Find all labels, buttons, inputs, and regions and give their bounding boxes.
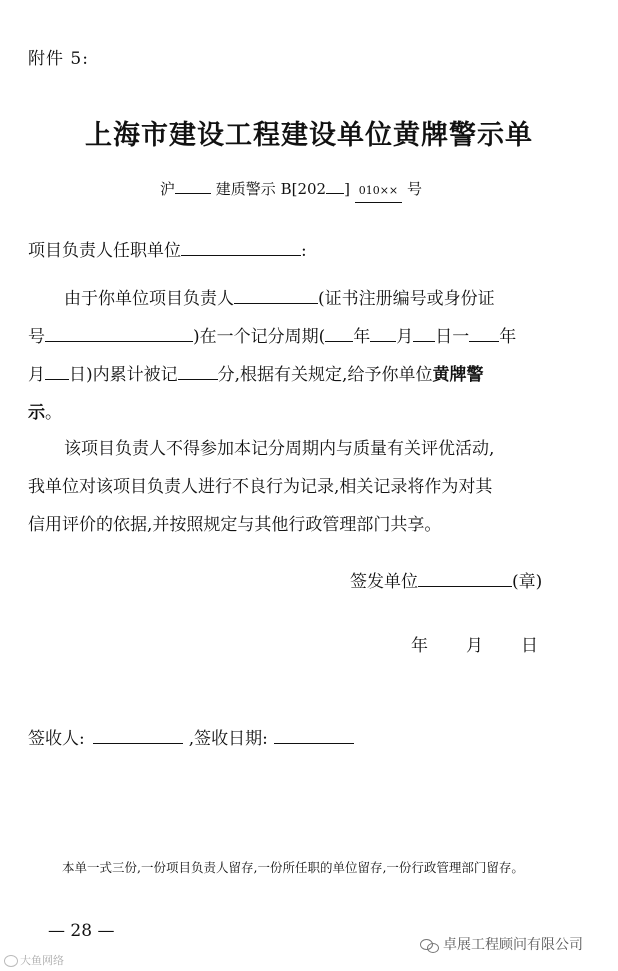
issuing-unit-line [350, 567, 542, 592]
para1-end: 。 [45, 403, 62, 423]
doc-no-prefix: 沪 [160, 180, 176, 198]
issue-month-label: 月 [466, 636, 483, 656]
doc-no-bracket: ] [344, 180, 350, 198]
page-number: — 28 — [48, 921, 115, 941]
para1-text-c: 号 [28, 327, 45, 347]
yellow-card-warning-a: 黄牌警 [432, 365, 484, 385]
watermark-company [420, 934, 583, 954]
footnote [28, 856, 590, 880]
receiver-blank [93, 725, 183, 744]
doc-no-suffix: 号 [406, 180, 422, 198]
year1-blank [325, 323, 353, 342]
certificate-no-blank [45, 323, 193, 342]
issue-year-label: 年 [411, 636, 428, 656]
para1-text-e: 日)内累计被记 [69, 365, 178, 385]
para1-line1 [64, 284, 495, 309]
para1-line2 [28, 322, 516, 347]
attachment-label: 附件 5: [28, 49, 89, 69]
issue-day-label: 日 [521, 636, 538, 656]
year1-label: 年 [353, 327, 371, 347]
year2-label: 年 [499, 327, 517, 347]
month1-label: 月 [396, 327, 414, 347]
document-number [160, 175, 422, 203]
issuing-unit-label: 签发单位 [350, 572, 418, 592]
year2-blank [469, 323, 499, 342]
para1-text-d: )在一个记分周期( [193, 327, 326, 347]
seal-label: (章) [512, 572, 543, 592]
para1-text-f: 分,根据有关规定,给予你单位 [217, 365, 433, 385]
unit-colon: : [301, 241, 307, 261]
doc-no-mid: 建质警示 B[202 [215, 180, 327, 198]
issuing-unit-blank [418, 568, 512, 587]
para2-line3: 信用评价的依据,并按照规定与其他行政管理部门共享。 [28, 515, 442, 535]
doc-no-blank-1 [175, 175, 211, 194]
para1-text-b: (证书注册编号或身份证 [318, 289, 495, 309]
para2-line1: 该项目负责人不得参加本记分周期内与质量有关评优活动, [64, 439, 495, 459]
unit-blank [181, 237, 301, 256]
unit-label: 项目负责人任职单位 [28, 241, 181, 261]
para2-line2: 我单位对该项目负责人进行不良行为记录,相关记录将作为对其 [28, 477, 493, 497]
day1-blank [413, 323, 435, 342]
issue-date-line [411, 631, 538, 656]
month2-label: 月 [28, 365, 45, 385]
points-blank [178, 361, 218, 380]
day1-label: 日一 [435, 327, 470, 347]
yellow-card-warning-b: 示 [28, 403, 45, 423]
watermark-site [4, 952, 64, 968]
watermark-site-text: 大鱼网络 [20, 954, 64, 967]
month1-blank [370, 323, 396, 342]
unit-line [28, 236, 307, 261]
para1-line4 [28, 398, 62, 423]
footnote-text: 本单一式三份,一份项目负责人留存,一份所任职的单位留存,一份行政管理部门留存。 [62, 860, 524, 875]
document-title: 上海市建设工程建设单位黄牌警示单 [85, 120, 533, 151]
para1-line3 [28, 360, 483, 385]
manager-name-blank [234, 285, 318, 304]
watermark-company-text: 卓展工程顾问有限公司 [443, 937, 583, 953]
receiver-line [28, 724, 354, 749]
doc-no-serial: 010×× [355, 184, 402, 203]
receiver-label: 签收人: [28, 729, 85, 749]
para1-text-a: 由于你单位项目负责人 [64, 289, 234, 309]
weibo-icon [4, 955, 18, 967]
receive-date-blank [274, 725, 354, 744]
day2-blank [45, 361, 69, 380]
wechat-icon [420, 937, 440, 953]
receive-date-label: ,签收日期: [188, 729, 268, 749]
doc-no-blank-2 [326, 175, 344, 194]
